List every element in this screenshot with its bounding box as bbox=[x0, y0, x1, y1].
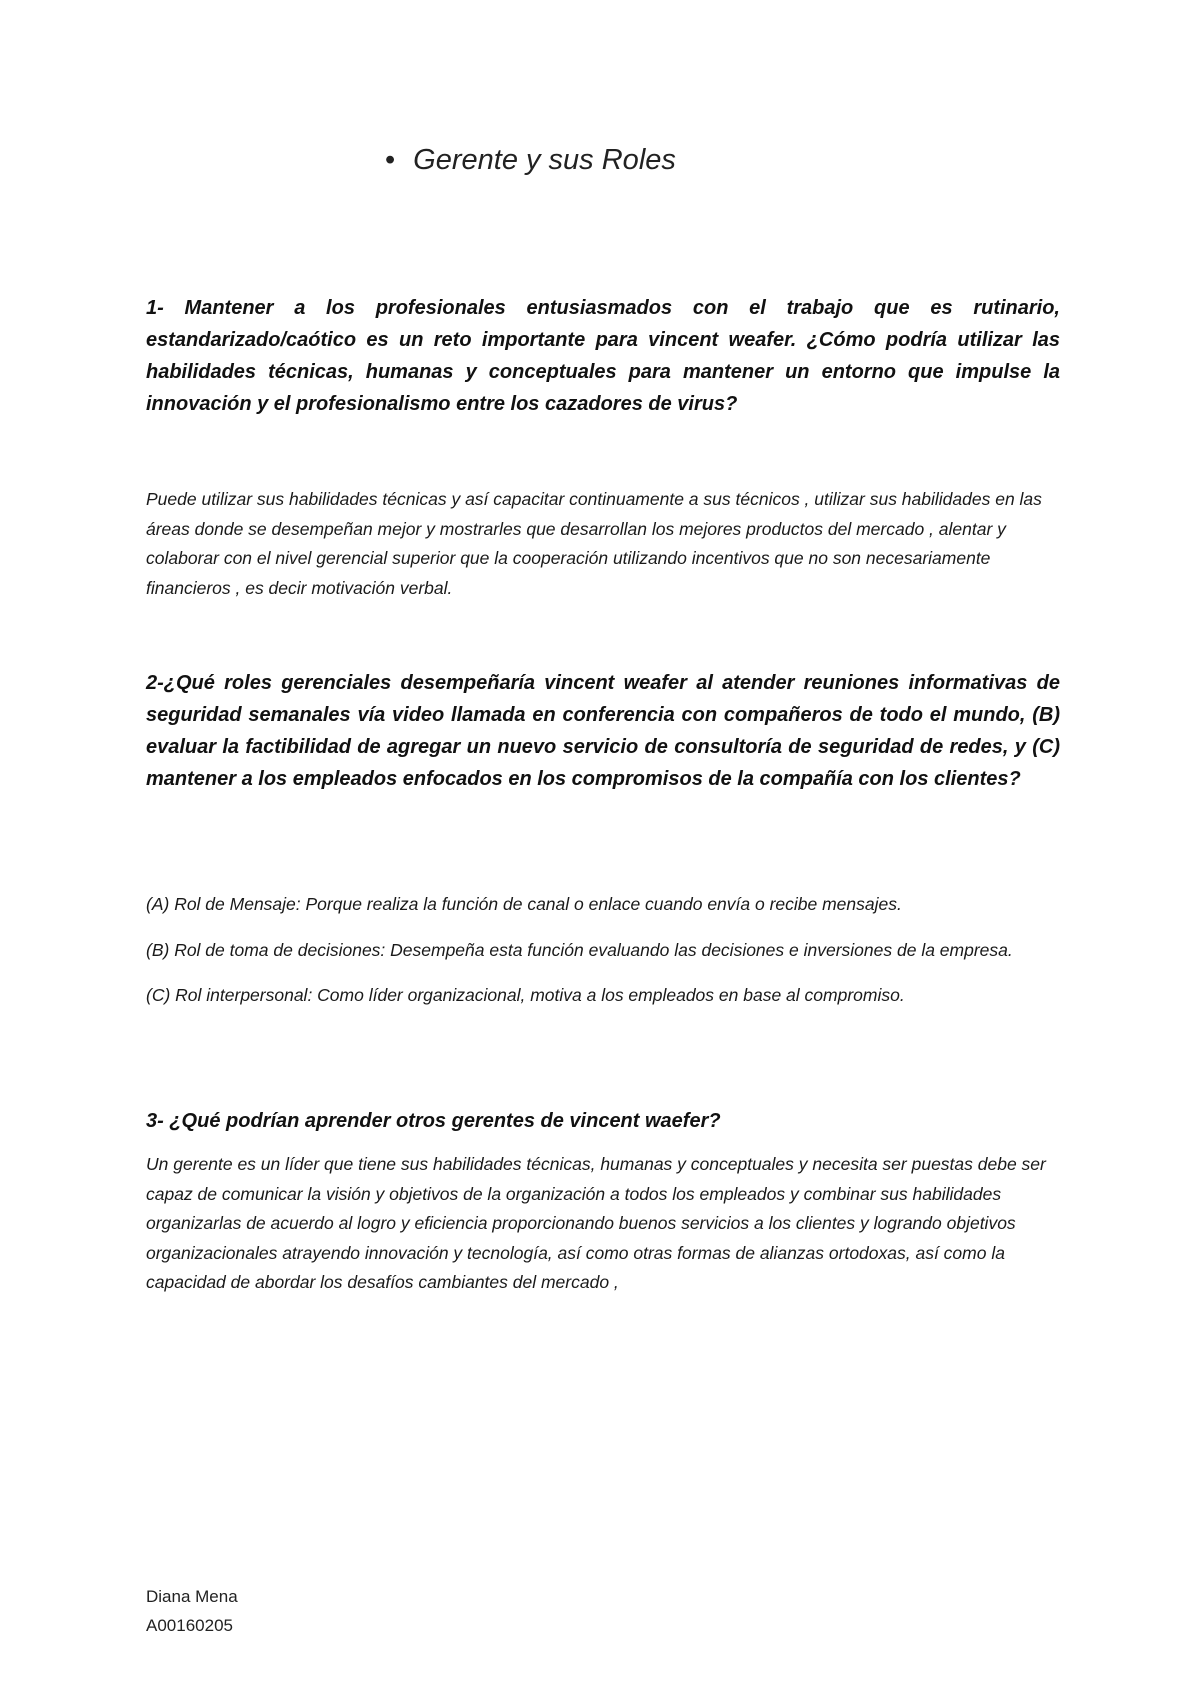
author-name: Diana Mena bbox=[146, 1587, 238, 1606]
student-id: A00160205 bbox=[146, 1616, 233, 1635]
answer-2 bbox=[146, 890, 1060, 1027]
answer-paragraph: Puede utilizar sus habilidades técnicas y así capacitar continuamente a sus técnicos , utilizar sus habilidades en las áreas donde se desempeñan mejor y mostrarles que desarrollan los mejores productos del mercado , alentar y colaborar con el nivel gerencial superior que la cooperación utilizando incentivos que no son necesariamente financieros , es decir motivación verbal. bbox=[146, 489, 1042, 598]
bullet-icon: • bbox=[385, 144, 396, 176]
answer-3 bbox=[146, 1150, 1060, 1314]
answer-1 bbox=[146, 485, 1060, 619]
document-heading bbox=[385, 144, 676, 177]
answer-paragraph-b: (B) Rol de toma de decisiones: Desempeña esta función evaluando las decisiones e inversiones de la empresa. bbox=[146, 939, 1013, 960]
answer-paragraph-a: (A) Rol de Mensaje: Porque realiza la función de canal o enlace cuando envía o recibe mensajes. bbox=[146, 894, 902, 914]
answer-paragraph-c: (C) Rol interpersonal: Como líder organizacional, motiva a los empleados en base al compromiso. bbox=[146, 985, 905, 1005]
question-2: 2-¿Qué roles gerenciales desempeñaría vincent weafer al atender reuniones informativas de seguridad semanales vía video llamada en conferencia con compañeros de todo el mundo, (B) evaluar la factibilidad de agregar un nuevo servicio de consultoría de seguridad de redes, y (C) mantener a los empleados enfocados en los compromisos de la compañía con los clientes? bbox=[146, 672, 1060, 790]
heading-text: Gerente y sus Roles bbox=[413, 144, 676, 176]
footer bbox=[146, 1582, 238, 1640]
question-3: 3- ¿Qué podrían aprender otros gerentes de vincent waefer? bbox=[146, 1110, 721, 1132]
answer-paragraph: Un gerente es un líder que tiene sus habilidades técnicas, humanas y conceptuales y necesita ser puestas debe ser capaz de comunicar la visión y objetivos de la organización a todos los empleados y combinar sus habilidades organizarlas de acuerdo al logro y eficiencia proporcionando buenos servicios a los clientes y logrando objetivos organizacionales atrayendo innovación y tecnología, así como otras formas de alianzas ortodoxas, así como la capacidad de abordar los desafíos cambiantes del mercado , bbox=[146, 1154, 1046, 1292]
question-1: 1- Mantener a los profesionales entusiasmados con el trabajo que es rutinario, estandarizado/caótico es un reto importante para vincent weafer. ¿Cómo podría utilizar las habilidades técnicas, humanas y conceptuales para mantener un entorno que impulse la innovación y el profesionalismo entre los cazadores de virus? bbox=[146, 297, 1060, 415]
